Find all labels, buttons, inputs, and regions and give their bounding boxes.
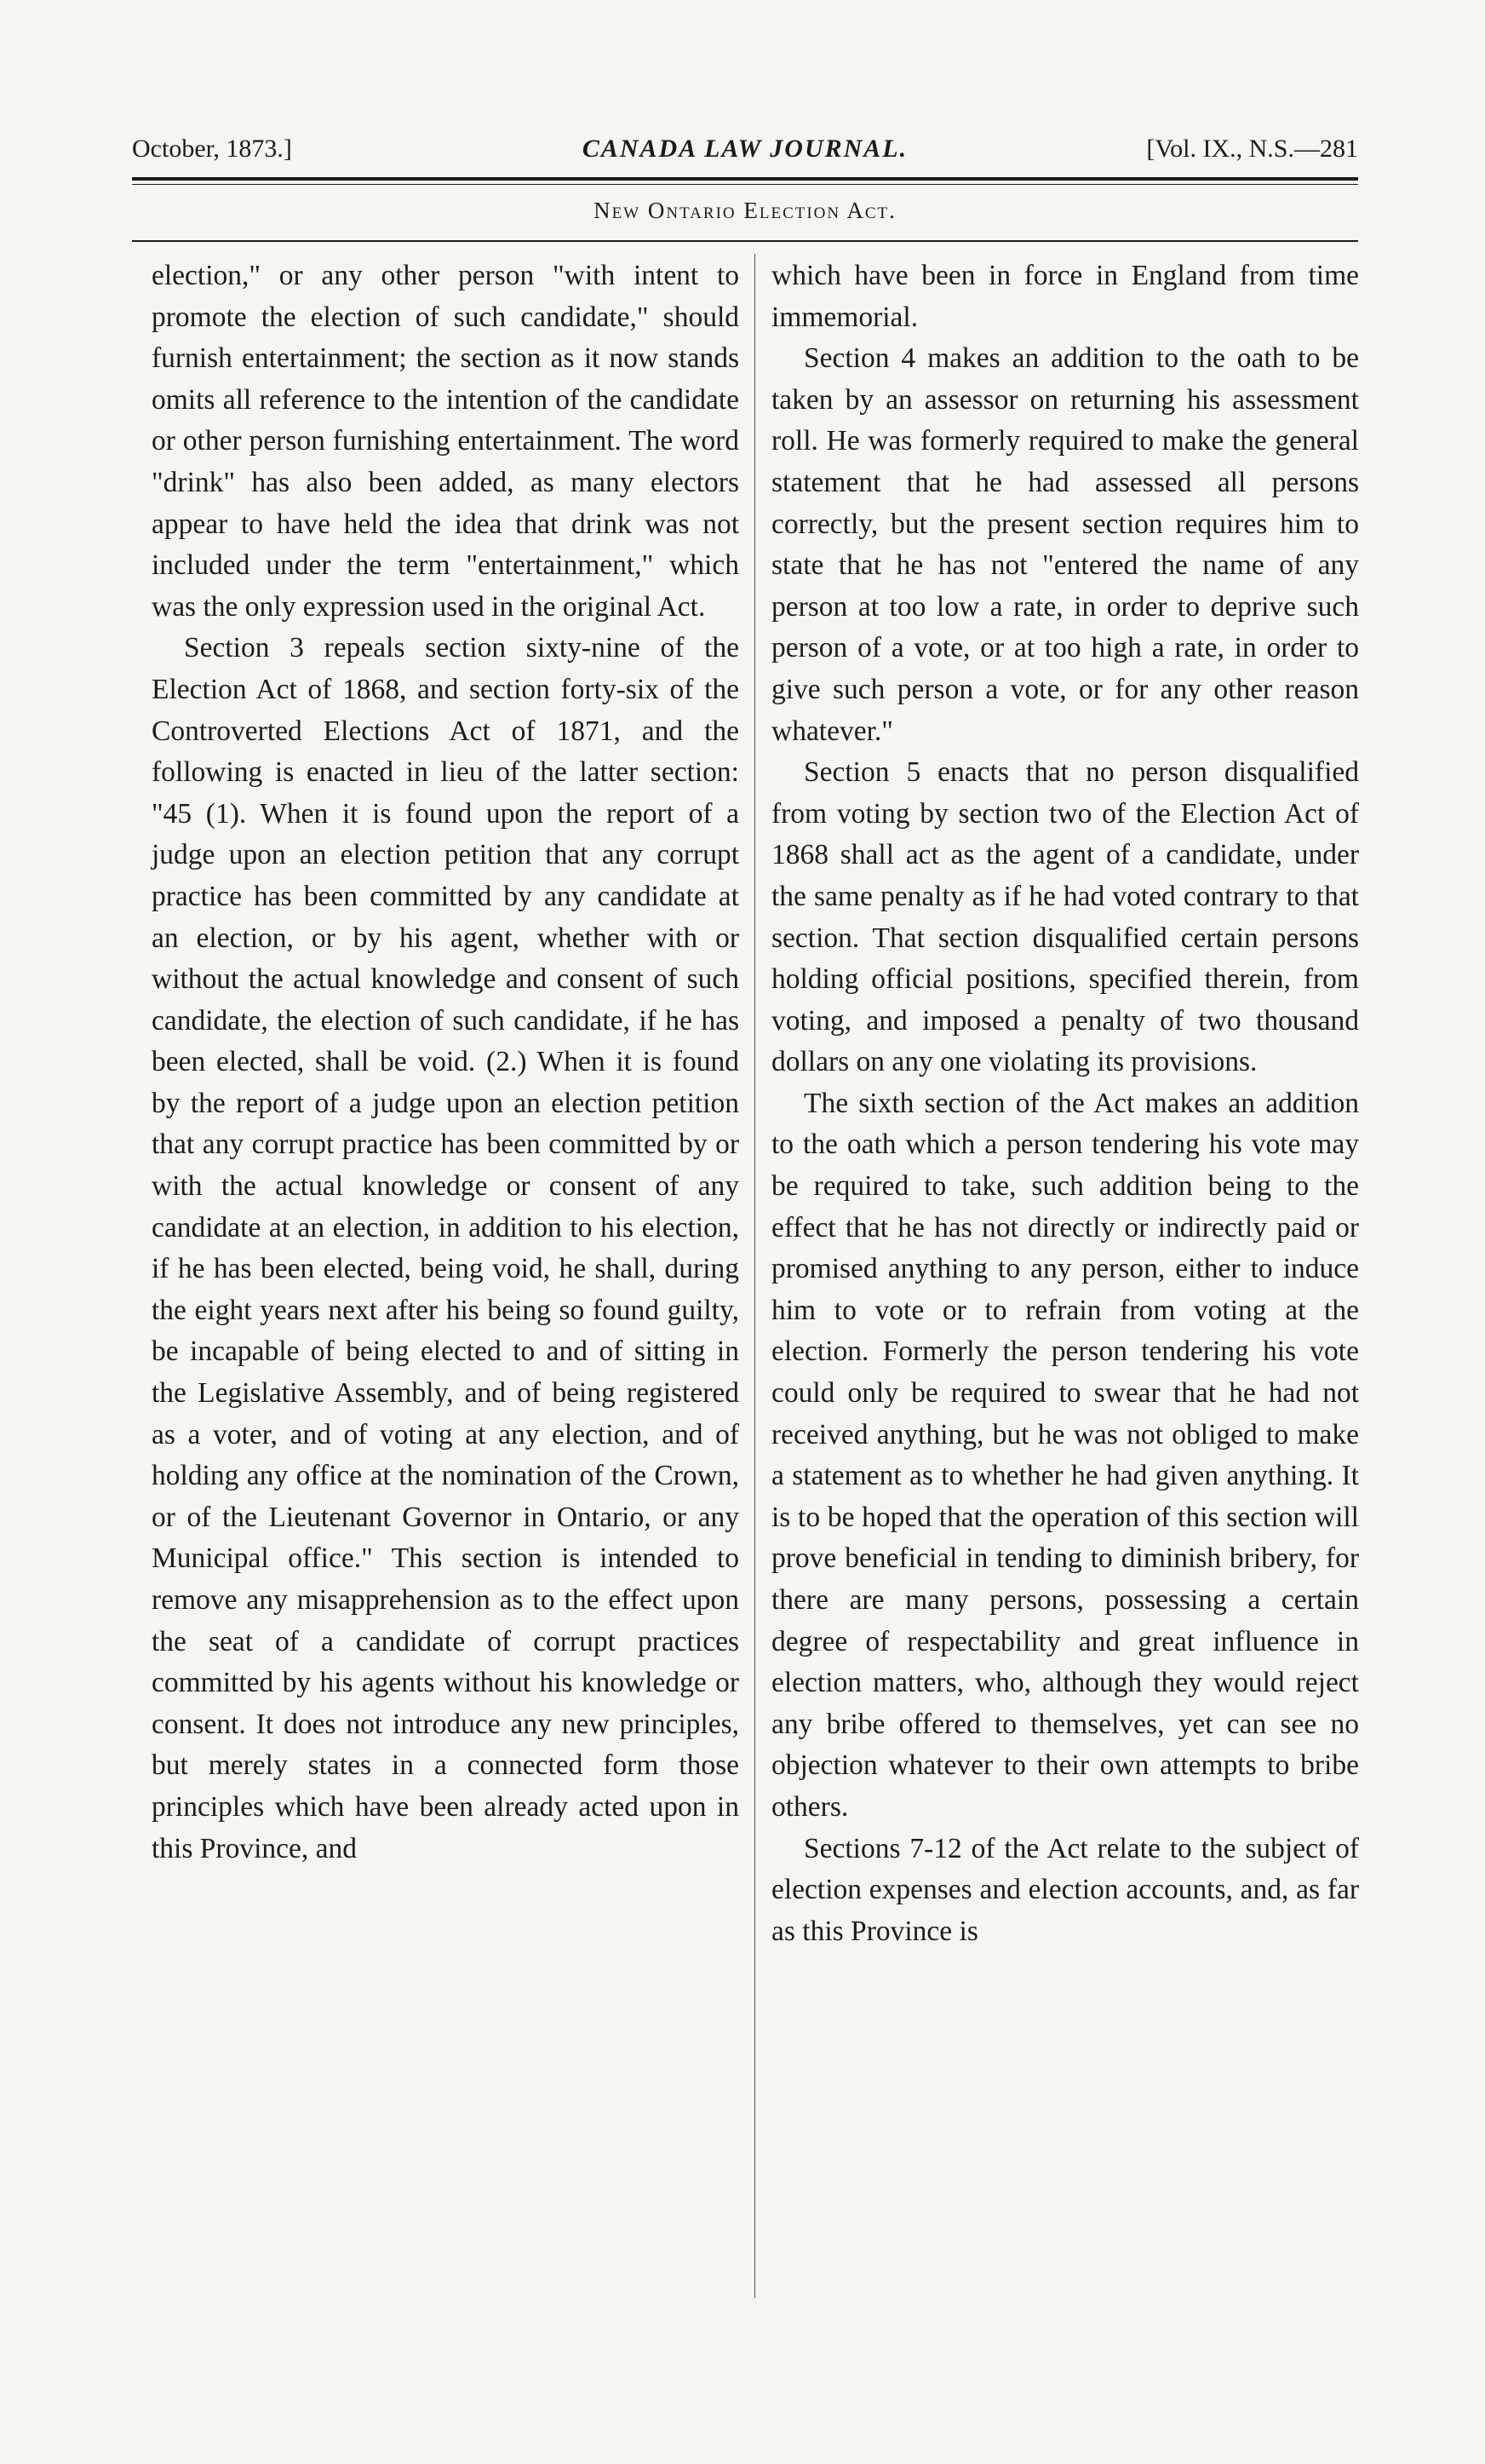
header-journal-title: CANADA LAW JOURNAL.	[582, 135, 909, 163]
header-volume-page: [Vol. IX., N.S.—281	[1146, 135, 1358, 163]
title-rule	[132, 240, 1358, 242]
header-rule-thick	[132, 177, 1358, 181]
section-title: New Ontario Election Act.	[593, 198, 897, 223]
right-column	[771, 256, 1359, 1952]
header-rule-thin	[132, 184, 1358, 185]
left-paragraph-2: Section 3 repeals section sixty-nine of the Election Act of 1868, and section forty-six of the Controverted Elections Act of 1871, and the following is enacted in lieu of the latter section: "45 (1). When it is found upon the report of a judge upon an election petition that any corrupt practice has been committed by any candidate at an election, or by his agent, whether with or without the actual knowledge and consent of such candidate, the election of such candidate, if he has been elected, shall be void. (2.) When it is found by the report of a judge upon an election petition that any corrupt practice has been committed by or with the actual knowledge or consent of any candidate at an election, in addition to his election, if he has been elected, being void, he shall, during the eight years next after his being so found guilty, be incapable of being elected to and of sitting in the Legislative Assembly, and of being registered as a voter, and of voting at any election, and of holding any office at the nomination of the Crown, or of the Lieutenant Governor in Ontario, or any Municipal office." This section is intended to remove any misapprehension as to the effect upon the seat of a candidate of corrupt practices committed by his agents without his knowledge or consent. It does not introduce any new principles, but merely states in a connected form those principles which have been already acted upon in this Province, and	[152, 632, 739, 1864]
running-header	[132, 128, 1358, 170]
left-column	[152, 256, 739, 1870]
header-date: October, 1873.]	[132, 135, 292, 163]
right-paragraph-3: Section 5 enacts that no person disqualified from voting by section two of the Election Act of 1868 shall act as the agent of a candidate, under the same penalty as if he had voted contrary to that section. That section disqualified certain persons holding official positions, specified therein, from voting, and imposed a penalty of two thousand dollars on any one violating its provisions.	[771, 756, 1359, 1078]
right-paragraph-1: which have been in force in England from time immemorial.	[771, 260, 1359, 333]
right-paragraph-4: The sixth section of the Act makes an addition to the oath which a person tendering his vote may be required to take, such addition being to the effect that he has not directly or indirectly paid or promised anything to any person, either to induce him to vote or to refrain from voting at the election. Formerly the person tendering his vote could only be required to swear that he had not received anything, but he was not obliged to make a statement as to whether he had given anything. It is to be hoped that the operation of this section will prove beneficial in tending to diminish bribery, for there are many persons, possessing a certain degree of respectability and great influence in election matters, who, although they would reject any bribe offered to themselves, yet can see no objection whatever to their own attempts to bribe others.	[771, 1087, 1359, 1823]
right-paragraph-5: Sections 7-12 of the Act relate to the subject of election expenses and election accounts, and, as far as this Province is	[771, 1832, 1359, 1947]
column-divider	[754, 254, 755, 2298]
left-paragraph-1: election," or any other person "with intent to promote the election of such candidate," should furnish entertainment; the section as it now stands omits all reference to the intention of the candidate or other person furnishing entertainment. The word "drink" has also been added, as many electors appear to have held the idea that drink was not included under the term "entertainment," which was the only expression used in the original Act.	[152, 260, 739, 623]
right-paragraph-2: Section 4 makes an addition to the oath to be taken by an assessor on returning his assessment roll. He was formerly required to make the general statement that he had assessed all persons correctly, but the present section requires him to state that he has not "entered the name of any person at too low a rate, in order to deprive such person of a vote, or at too high a rate, in order to give such person a vote, or for any other reason whatever."	[771, 342, 1359, 747]
